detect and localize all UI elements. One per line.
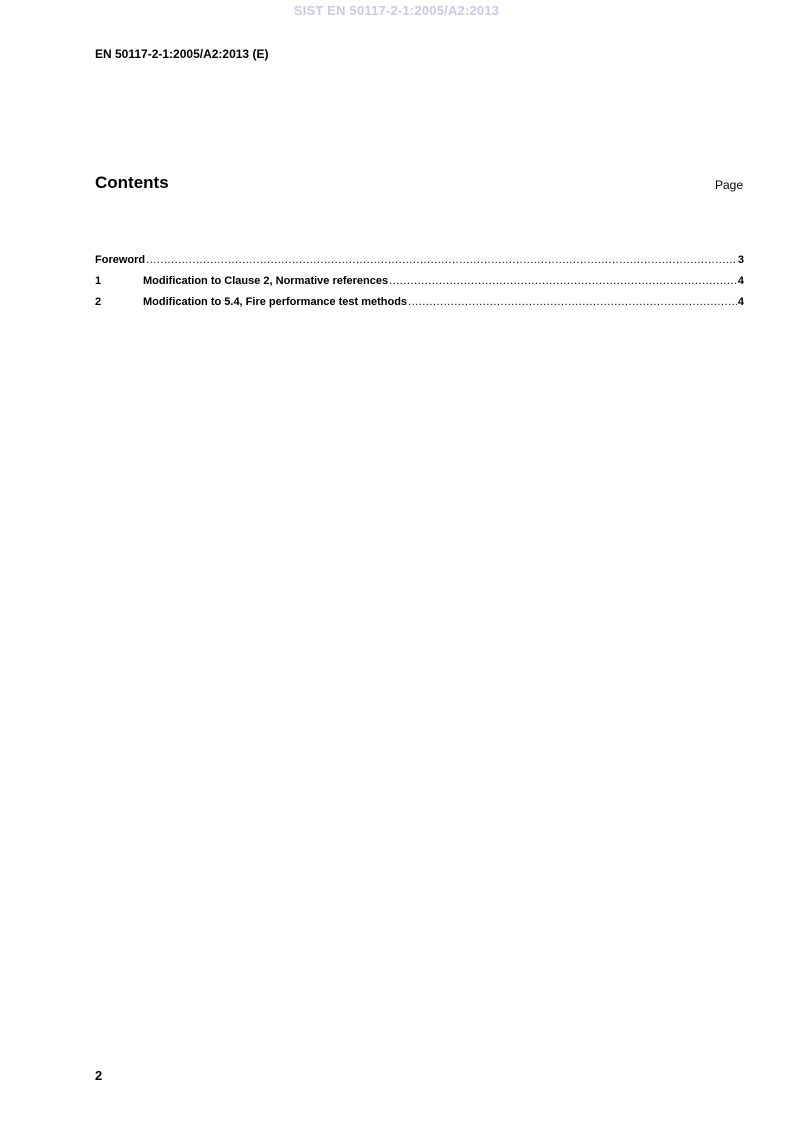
contents-heading: Contents bbox=[95, 173, 169, 192]
footer-page-number: 2 bbox=[95, 1068, 103, 1083]
dot-leader bbox=[146, 254, 737, 266]
toc-entry-number: 1 bbox=[95, 275, 102, 287]
toc-entry-page: 3 bbox=[737, 254, 744, 266]
toc-entry-page: 4 bbox=[737, 296, 744, 308]
toc-entry-number: 2 bbox=[95, 296, 102, 308]
table-of-contents bbox=[95, 254, 744, 317]
toc-entry-2[interactable] bbox=[95, 296, 744, 317]
toc-entry-title: Modification to Clause 2, Normative references bbox=[143, 275, 389, 287]
toc-entry-page: 4 bbox=[737, 275, 744, 287]
toc-entry-foreword[interactable] bbox=[95, 254, 744, 275]
dot-leader bbox=[389, 275, 737, 287]
dot-leader bbox=[408, 296, 737, 308]
toc-entry-1[interactable] bbox=[95, 275, 744, 296]
toc-entry-title: Foreword bbox=[95, 254, 146, 266]
document-reference: EN 50117-2-1:2005/A2:2013 (E) bbox=[95, 47, 269, 61]
toc-entry-title: Modification to 5.4, Fire performance test methods bbox=[143, 296, 408, 308]
watermark: SIST EN 50117-2-1:2005/A2:2013 bbox=[293, 3, 500, 18]
page-column-label: Page bbox=[714, 178, 743, 192]
